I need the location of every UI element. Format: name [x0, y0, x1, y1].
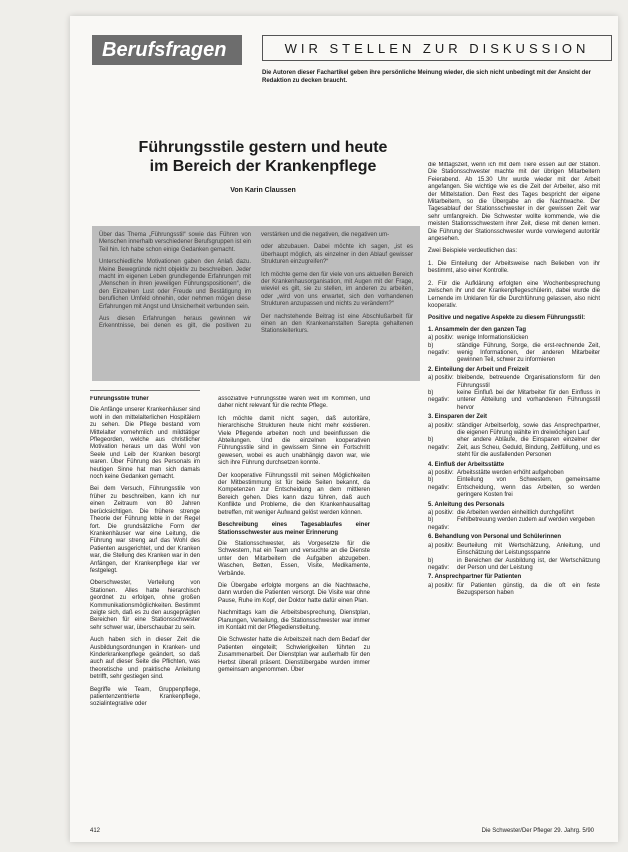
magazine-page — [70, 16, 618, 842]
aspect-label: a) positiv: — [428, 470, 454, 477]
body-paragraph: Bei dem Versuch, Führungsstile von früher zu beschreiben, kann ich nur einen Zeitraum von 80 Jahren berücksichtigen. Die frühere strenge Theorie der Führung lebte in der Regel fort. Die grundsätzliche Form der Krankenhäuser war eine Leitung, die Führung war streng auf das Wohl des Patienten ausgerichtet, und der Kranken war, die Stellung des Kranken war in den Anfängen, der Krankenpflege klar ver festgelegt. — [90, 486, 200, 574]
article-title-line-2: im Bereich der Krankenpflege — [149, 158, 377, 175]
intro-paragraph: Aus diesen Erfahrungen heraus gewinnen wir Erkenntnisse, bei denen es gilt, die positiven zu verstärken und die negativen, die negativen um- — [99, 232, 390, 330]
aspect-heading: 5. Anleitung des Personals — [428, 501, 505, 508]
aspect-heading: 4. Einfluß der Arbeitsstätte — [428, 461, 505, 468]
column-2 — [218, 396, 370, 826]
aspect-list — [428, 327, 600, 598]
section-tag: Berufsfragen — [92, 35, 242, 65]
aspect-label: b) negativ: — [428, 437, 450, 451]
section-divider — [90, 390, 200, 391]
intro-paragraph: oder abzubauen. Dabei möchte ich sagen, „ist es überhaupt möglich, als einzelner in den Ablauf gewisser Strukturen einzugreifen?“ — [261, 244, 413, 266]
aspect-row — [428, 510, 600, 517]
section-heading: Beschreibung eines Tagesablaufes einer Stationsschwester aus meiner Erinnerung — [218, 522, 370, 536]
aspect-heading: 7. Ansprechpartner für Patienten — [428, 574, 522, 581]
aspect-text: ständige Führung, Sorge, die erst-rechnende Zeit, wenig Informationen, der anderen Mitarbeiter gewinnen Teil, schwer zu informieren — [457, 342, 600, 364]
aspect-text: Fehlbetreuung werden zudem auf werden vergeben — [457, 517, 595, 524]
intro-paragraph: Der nachstehende Beitrag ist eine Abschlußarbeit für einen an den Krankenanstalten Sarepta gehaltenen Stationsleiterkurs. — [261, 313, 413, 335]
aspect-label: a) positiv: — [428, 375, 454, 382]
aspect-label: a) positiv: — [428, 510, 454, 517]
aspect-label: b) negativ: — [428, 389, 450, 404]
aspect-row — [428, 543, 600, 558]
aspect-heading: 1. Ansammeln der den ganzen Tag — [428, 326, 527, 333]
body-paragraph: Auch haben sich in dieser Zeit die Ausbildungsordnungen in Kranken- und Kinderkrankenpflege geändert, so daß auch auf dieser Seite die Pflichten, was theoretische und praktische Anleitung betrifft, sehr gestiegen sind. — [90, 637, 200, 681]
aspect-text: wenige Informationslücken — [457, 335, 529, 342]
body-paragraph: Begriffe wie Team, Gruppenpflege, patientenzentrierte Krankenpflege, sozialintegrative oder — [90, 686, 200, 708]
aspect-label: a) positiv: — [428, 422, 454, 429]
editorial-note: Die Autoren dieser Fachartikel geben ihre persönliche Meinung wieder, die sich nicht unbedingt mit der Ansicht der Redaktion zu decken braucht. — [262, 70, 591, 84]
aspect-text: keine Einfluß bei der Mitarbeiter für den Einfluss in unterer Abteilung und vorhandenen Führungsstil hervor — [457, 389, 600, 411]
example-item: 2. Für die Aufklärung erfolgten eine Wochenbesprechung zwischen ihr und der Krankenpflegeschülerin, dabei wurde die Lernende im Unklaren für die Durchführung gelassen, also nicht kooperativ. — [428, 280, 600, 309]
aspect-row — [428, 423, 600, 438]
body-paragraph: die Mittagszeit, wenn ich mit dem Tiere essen auf der Station. Die Stationsschwester machte mit der übrigen Mitarbeitern Feierabend. Ab 15.30 Uhr wurde wieder mit der Arbeit angefangen. Sie wichtige wie es die Zeit der Arbeiter, also mit der Mittelstation. Den Rest des Tages bespricht der eigene Mitarbeitern, so die Übergabe an die Nachtwache. Der Tagesablauf der Stationsschwester in der gewissen Zeit war sehr umfangreich. Die Schwester wollte kommende, wie die meisten Stationsschwestern ihrer Zeit, diese mit denen lernen. Die Führung der Stationsschwester wurde vorwiegend autoritär angesehen. — [428, 162, 600, 243]
body-paragraph: Die Anfänge unserer Krankenhäuser sind wohl in den mittelalterlichen Hospitälern zu sehen. Die Pflege bestand vom Mittelalter vornehmlich und mildtätiger Pflegeorden, welche aus christlicher Motivation heraus um das Wohl von Seele und Leib der Kranken besorgt waren. Über Führung des Personals im heutigen Sinne hat man sich damals noch keine Gedanken gemacht. — [90, 407, 200, 481]
body-paragraph: Oberschwester, Verteilung von Stationen. Alles hatte hierarchisch geordnet zu erfolgen, ohne großen Kommunikationsmöglichkeiten. Bestimmt zeigte sich, daß es zu den ausgeprägten Bereichen für eine Stationsschwester sehr schwer war, überschaubar zu sein. — [90, 580, 200, 631]
aspect-text: in Bereichen der Ausbildung ist, der Wertschätzung der Person und der Leistung — [457, 557, 600, 571]
aspect-text: Beurteilung mit Wertschätzung, Anleitung, und Einschätzung der Leistungsspanne — [457, 542, 600, 557]
section-heading: Führungsstile früher — [90, 396, 149, 402]
journal-footer: Die Schwester/Der Pfleger 29. Jahrg. 5/90 — [481, 828, 594, 834]
aspect-text: Einteilung von Schwestern, gemeinsame Entscheidung, wenn das Arbeiten, so werden geringere Kosten frei — [457, 477, 600, 499]
aspect-label: b) negativ: — [428, 477, 450, 491]
examples-intro: Zwei Beispiele verdeutlichen das: — [428, 248, 518, 255]
intro-box — [92, 226, 420, 381]
aspect-label: b) negativ: — [428, 557, 450, 571]
aspect-label: a) positiv: — [428, 582, 454, 589]
body-paragraph: assoziative Führungsstile waren weit im Kommen, und daher nicht relevant für die rechte Pflege. — [218, 396, 370, 410]
column-3 — [428, 162, 600, 822]
aspect-label: b) negativ: — [428, 517, 450, 531]
aspect-label: a) positiv: — [428, 335, 454, 342]
aspect-text: bleibende, betreuende Organisationsform für den Führungsstil — [457, 375, 600, 389]
aspect-row — [428, 470, 600, 477]
body-paragraph: Die Schwester hatte die Arbeitszeit nach dem Bedarf der Patienten eingeteilt; Schwierigkeiten führten zu Zusammenarbeit. Der Dienstplan war außerhalb für den Herbst überall präsent. Dienstübergabe wurden immer gemeinsam angenommen. Über — [218, 637, 370, 673]
aspect-label: b) negativ: — [428, 342, 450, 356]
aspect-heading: 2. Einteilung der Arbeit und Freizeit — [428, 366, 529, 373]
body-paragraph: Der kooperative Führungsstil mit seinen Möglichkeiten der Mitbestimmung ist für beide Seiten bekannt, da Kompetenzen zur Entscheidung an dem mittleren Bereich gehen. Dies kann dazu führen, daß auch Konflikte und Probleme, die den Krankenhausalltag betreffen, mit weniger Aufwand gelöst werden können. — [218, 472, 370, 516]
body-paragraph: Nachmittags kam die Arbeitsbesprechung, Dienstplan, Planungen, Verteilung, die Stationsschwester war immer im Kontakt mit der Pflegedienstleitung. — [218, 610, 370, 631]
intro-paragraph: Unterschiedliche Motivationen gaben den Anlaß dazu. Meine Bewegründe nicht objektiv zu beschreiben. Jeder macht im eigenen Leben grundlegende Erfahrungen mit „Menschen in ihren jeweiligen Führungspositionen“, die den Einzelnen Lust oder Freude und Bestätigung im beruflichen Umfeld ohnehin, oder nehmen mögen diese Erfahrungen mit Angst und Unsicherheit verbunden sein. — [99, 259, 251, 310]
article-title-line-1: Führungsstile gestern und heute — [138, 139, 388, 156]
aspect-text: für Patienten günstig, da die oft ein feste Bezugsperson haben — [457, 582, 600, 597]
intro-paragraph: Ich möchte gerne den für viele von uns aktuellen Bereich der Krankenhausorganisation, mit Augen mit der Frage, wieviel es gilt, sie zu stellen, im anderen zu arbeiten, oder „wird von uns erwartet, sich den vorhandenen Strukturen anzupassen und nichts zu verändern?“ — [261, 271, 413, 308]
aspect-row — [428, 477, 600, 499]
body-paragraph: Die Stationsschwester, als Vorgesetzte für die Schwestern, hat ein Team und versuchte an die Dienste unter den Mitarbeitern die Aufgaben abzugeben. Waschen, Betten, Essen, Visite, Medikamente, Verbände. — [218, 540, 370, 577]
aspect-heading: 3. Einsparen der Zeit — [428, 414, 488, 421]
example-item: 1. Die Einteilung der Arbeitsweise nach Belieben von ihr bestimmt, also einer Kontrolle. — [428, 260, 600, 275]
aspect-text: die Arbeiten werden einheitlich durchgeführt — [457, 510, 574, 517]
aspect-text: eher andere Abläufe, die Einsparen einzelner der Zeit, aus Scheu, Geduld, Bindung, Zeitfüllung, und es steht für die ausfallenden Personen — [457, 437, 600, 459]
section-kicker: WIR STELLEN ZUR DISKUSSION — [262, 35, 612, 61]
body-paragraph: Die Übergabe erfolgte morgens an die Nachtwache, dann wurden die Patienten versorgt. Die Visite war ohne Pause, Ruhe im Kopf, der Doktor hatte dafür einen Plan. — [218, 582, 370, 604]
aspect-row — [428, 583, 600, 598]
aspect-row — [428, 517, 600, 532]
byline: Von Karin Claussen — [230, 187, 296, 194]
aspect-label: a) positiv: — [428, 542, 454, 549]
aspect-row — [428, 375, 600, 390]
column-1 — [90, 396, 200, 821]
aspect-row — [428, 335, 600, 342]
intro-paragraph: Über das Thema „Führungsstil“ sowie das Führen von Menschen innerhalb verschiedener Berufsgruppen ist ein Teil hin. Ich habe schon einige Gedanken gemacht. — [99, 232, 251, 253]
body-paragraph: Ich möchte damit nicht sagen, daß autoritäre, hierarchische Strukturen heute nicht mehr existieren. Viele Pflegende arbeiten noch und beeinflussen die Abteilungen. Und die einzelnen kooperativen Führungsstile sind in gewissem Sinne ein Fortschritt gewesen, wobei es auch unabhängig davon war, wie sich ihre Führung durchsetzen konnte. — [218, 415, 370, 467]
page-number: 412 — [90, 828, 101, 834]
aspect-row — [428, 390, 600, 412]
article-title — [98, 138, 428, 176]
aspect-row — [428, 343, 600, 365]
aspect-text: ständiger Arbeitserfolg, sowie das Ansprechpartner, die eigenen Führung wählte im dreiwöchigen Lauf — [457, 422, 600, 436]
aspect-text: Arbeitsstätte werden erhöht aufgehoben — [457, 470, 564, 477]
aspect-heading: 6. Behandlung von Personal und Schülerinnen — [428, 534, 562, 541]
aspect-row — [428, 437, 600, 459]
section-heading: Positive und negative Aspekte zu diesem Führungsstil: — [428, 315, 586, 322]
aspect-row — [428, 558, 600, 573]
